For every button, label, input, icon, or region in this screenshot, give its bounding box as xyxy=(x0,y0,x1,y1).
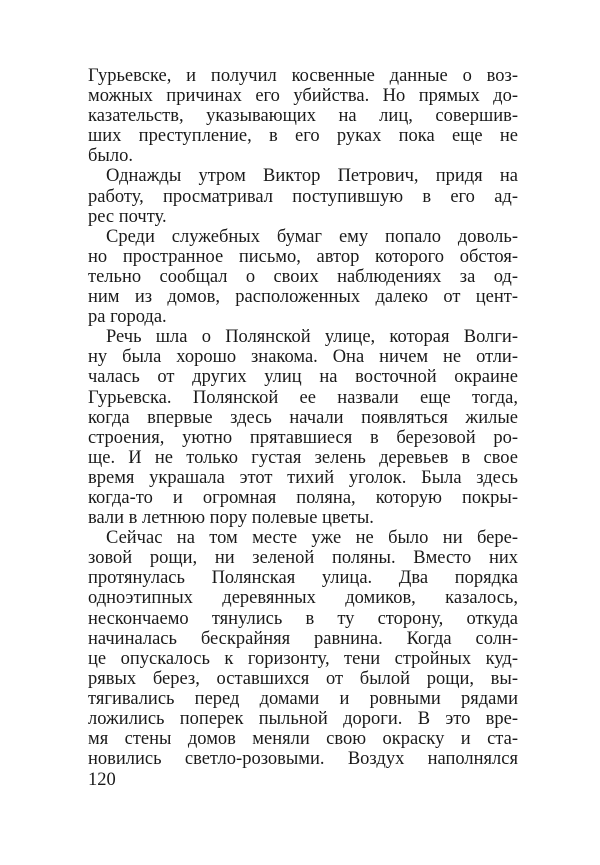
text-line: Сейчас на том месте уже не было ни бере- xyxy=(106,528,518,549)
text-line: Однажды утром Виктор Петрович, придя на xyxy=(106,166,518,187)
text-line: Гурьевске, и получил косвенные данные о воз- xyxy=(88,66,518,86)
paragraph xyxy=(88,166,518,226)
text-line: протянулась Полянская улица. Два порядка xyxy=(88,568,518,589)
text-line: ним из домов, расположенных далеко от цент- xyxy=(88,287,518,308)
text-line: Речь шла о Полянской улице, которая Волги- xyxy=(106,327,518,348)
paragraph xyxy=(88,528,518,769)
paragraph xyxy=(88,327,518,528)
text-line: работу, просматривал поступившую в его ад- xyxy=(88,186,518,207)
text-line: начиналась бескрайняя равнина. Когда солн- xyxy=(88,628,518,649)
page-text-block xyxy=(88,66,518,769)
paragraph xyxy=(88,227,518,327)
text-line: нескончаемо тянулись в ту сторону, откуда xyxy=(88,608,518,629)
text-line: вали в летнюю пору полевые цветы. xyxy=(88,508,374,529)
text-line: новились светло-розовыми. Воздух наполнялся xyxy=(88,749,518,770)
text-line: когда впервые здесь начали появляться жилые xyxy=(88,407,518,428)
text-line: ну была хорошо знакома. Она ничем не отли- xyxy=(88,347,518,368)
text-line: Среди служебных бумаг ему попало доволь- xyxy=(106,226,518,247)
text-line: мя стены домов меняли свою окраску и ста- xyxy=(88,729,518,750)
text-line: зовой рощи, ни зеленой поляны. Вместо них xyxy=(88,548,518,569)
text-line: тягивались перед домами и ровными рядами xyxy=(88,688,518,709)
text-line: ра города. xyxy=(88,307,167,328)
text-line: время украшала этот тихий уголок. Была здесь xyxy=(88,467,518,488)
text-line: чалась от других улиц на восточной окраине xyxy=(88,367,518,388)
text-line: ще. И не только густая зелень деревьев в свое xyxy=(88,447,518,468)
text-line: было. xyxy=(88,146,133,167)
text-line: тельно сообщал о своих наблюдениях за од- xyxy=(88,266,518,287)
text-line: одноэтипных деревянных домиков, казалось, xyxy=(88,588,518,609)
text-line: Гурьевска. Полянской ее назвали еще тогда, xyxy=(88,387,518,408)
text-line: строения, уютно прятавшиеся в березовой ро- xyxy=(88,427,518,448)
text-line: рес почту. xyxy=(88,206,167,227)
text-line: казательств, указывающих на лиц, совершив- xyxy=(88,106,518,127)
text-line: ших преступление, в его руках пока еще не xyxy=(88,126,518,147)
text-line: ложились поперек пыльной дороги. В это вре- xyxy=(88,709,518,729)
text-line: но пространное письмо, автор которого обстоя- xyxy=(88,246,518,267)
paragraph xyxy=(88,66,518,166)
text-line: це опускалось к горизонту, тени стройных куд- xyxy=(88,648,518,669)
page-number: 120 xyxy=(88,770,116,790)
text-line: рявых берез, оставшихся от былой рощи, вы- xyxy=(88,668,518,689)
text-line: когда-то и огромная поляна, которую покры- xyxy=(88,487,518,508)
text-line: можных причинах его убийства. Но прямых до- xyxy=(88,86,518,107)
